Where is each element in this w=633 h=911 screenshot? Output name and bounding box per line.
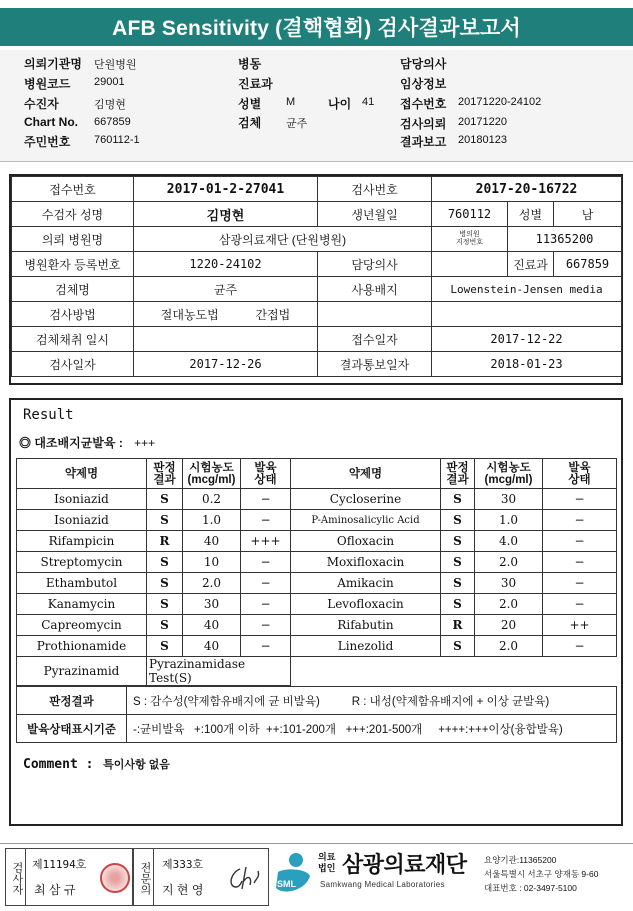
patient-info-table [11,176,622,377]
concentration: 2.0 [475,636,543,657]
institution-name: 단원병원 [94,59,137,71]
drug-name: Streptomycin [17,552,147,573]
concentration: 40 [183,636,241,657]
drug-name: Ofloxacin [291,531,441,552]
col-growth: 발육 상태 [241,459,291,489]
info-row [12,202,622,227]
org-logo-icon [272,850,312,900]
concentration: 1.0 [183,510,241,531]
concentration: 30 [475,489,543,510]
info-row [12,252,622,277]
id-label: 주민번호 [24,135,71,149]
info-label: 접수일자 [318,327,432,352]
info-row [12,302,622,327]
drug-table-body [17,489,617,657]
institution-name-label: 의뢰기관명 [24,57,82,71]
org-logo-text: SML [277,879,296,889]
pza-value: Pyrazinamidase Test(S) [147,657,291,686]
growth: − [543,531,617,552]
col-judgment: 판정 결과 [441,459,475,489]
info-value: 760112 [432,202,508,227]
info-value [432,252,508,277]
drug-header-row [17,459,617,489]
concentration: 40 [183,531,241,552]
info-label: 검사번호 [318,177,432,202]
drug-name: Linezolid [291,636,441,657]
judgment: S [441,552,475,573]
drug-name: Isoniazid [17,489,147,510]
report-title: AFB Sensitivity (결핵협회) 검사결과보고서 [0,8,633,46]
drug-name: Kanamycin [17,594,147,615]
growth: − [543,489,617,510]
sex-label: 성별 [238,97,262,111]
info-value: 2017-20-16722 [432,177,622,202]
info-value [134,302,318,327]
info-value: 2018-01-23 [432,352,622,377]
drug-name: Capreomycin [17,615,147,636]
concentration: 4.0 [475,531,543,552]
specialist-block [133,848,269,906]
org-name-en: Samkwang Medical Laboratories [320,880,445,889]
report-date: 20180123 [458,134,507,146]
drug-name: Prothionamide [17,636,147,657]
comment-label: Comment : [23,757,94,772]
judgment: S [441,489,475,510]
concentration: 1.0 [475,510,543,531]
info-label: 접수번호 [12,177,134,202]
age-value: 41 [362,96,375,108]
growth: − [241,510,291,531]
info-row [12,352,622,377]
info-value: 667859 [554,252,622,277]
drug-row [17,615,617,636]
report-header [0,50,633,162]
drug-name: Cycloserine [291,489,441,510]
growth: − [543,552,617,573]
judgment: S [147,573,183,594]
patient-name: 김명현 [94,99,126,111]
growth: − [241,594,291,615]
report-label: 결과보고 [400,135,447,149]
info-empty [432,302,622,327]
judgment: S [441,573,475,594]
concentration: 2.0 [183,573,241,594]
info-label: 담당의사 [318,252,432,277]
info-row [12,327,622,352]
info-row [12,277,622,302]
drug-name: Rifabutin [291,615,441,636]
pza-empty [291,657,617,686]
info-value: 2017-12-22 [432,327,622,352]
concentration: 30 [475,573,543,594]
patient-info-box [9,174,623,385]
growth: − [543,510,617,531]
info-label: 검사일자 [12,352,134,377]
info-value: 김명현 [134,202,318,227]
footer [0,843,633,911]
col-judgment: 판정 결과 [147,459,183,489]
info-value: Lowenstein-Jensen media [432,277,622,302]
info-label: 생년월일 [318,202,432,227]
info-label: 수검자 성명 [12,202,134,227]
legend-table [16,686,617,743]
judgment: S [441,594,475,615]
drug-name: Amikacin [291,573,441,594]
info-label: 병의원 지정번호 [432,227,508,252]
inspector-no: 제11194호 [32,858,87,871]
concentration: 40 [183,615,241,636]
judgment: S [441,531,475,552]
comment-text: 특이사항 없음 [103,759,170,771]
specialist-label: 전문의 [134,849,154,905]
judgment: S [147,489,183,510]
request-label: 검사의뢰 [400,117,447,131]
result-label: Result [23,407,74,423]
org-phone: 대표번호 : 02-3497-5100 [484,883,577,893]
info-value: 균주 [134,277,318,302]
ward-label: 병동 [238,57,262,71]
doctor-label: 담당의사 [400,57,447,71]
sex-value: M [286,96,296,108]
org-prefix: 의료 법인 [318,852,336,873]
info-label: 성별 [508,202,554,227]
institution-code-label: 병원코드 [24,77,71,91]
concentration: 2.0 [475,552,543,573]
drug-table [16,458,617,686]
info-label: 병원환자 등록번호 [12,252,134,277]
info-label: 사용배지 [318,277,432,302]
info-label: 검체명 [12,277,134,302]
growth: − [241,489,291,510]
org-code: 요양기관:11365200 [484,855,557,865]
drug-row [17,594,617,615]
info-value: 남 [554,202,622,227]
judgment: R [147,531,183,552]
growth: − [241,573,291,594]
concentration: 0.2 [183,489,241,510]
concentration: 20 [475,615,543,636]
concentration: 2.0 [475,594,543,615]
age-label: 나이 [328,97,352,111]
method-absolute: 절대농도법 [160,307,219,322]
legend-growth-label: 발육상태표시기준 [17,715,127,743]
clinical-label: 임상정보 [400,77,447,91]
info-label: 결과통보일자 [318,352,432,377]
control-growth [19,434,155,451]
control-growth-value: +++ [134,436,156,450]
col-drug: 약제명 [291,459,441,489]
growth: ++ [543,615,617,636]
drug-name: Isoniazid [17,510,147,531]
legend-growth-text: -:균비발육 +:100개 이하 ++:101-200개 +++:201-500개 ++++:+++이상(융합발육) [127,715,617,743]
info-value: 2017-12-26 [134,352,318,377]
patient-label: 수진자 [24,97,59,111]
drug-name: P-Aminosalicylic Acid [291,510,441,531]
judgment: S [147,615,183,636]
col-growth: 발육 상태 [543,459,617,489]
org-name: 삼광의료재단 [342,852,467,877]
judgment: R [441,615,475,636]
growth: − [543,636,617,657]
info-value [134,327,318,352]
drug-name: Levofloxacin [291,594,441,615]
drug-row [17,489,617,510]
drug-name: Ethambutol [17,573,147,594]
drug-row [17,573,617,594]
institution-code: 29001 [94,76,125,88]
drug-row [17,510,617,531]
result-box [9,398,623,826]
info-value: 1220-24102 [134,252,318,277]
info-row [12,177,622,202]
drug-name: Moxifloxacin [291,552,441,573]
request-date: 20171220 [458,116,507,128]
inspector-seal-icon [100,863,130,893]
drug-name: Rifampicin [17,531,147,552]
pza-row [17,657,617,686]
info-value: 삼광의료재단 (단원병원) [134,227,432,252]
drug-row [17,636,617,657]
chart-no: 667859 [94,116,131,128]
info-label: 의뢰 병원명 [12,227,134,252]
legend-row [17,687,617,715]
legend-judgment-text: S : 감수성(약제함유배지에 균 비발육) R : 내성(약제함유배지에 + 이상 균발육) [127,687,617,715]
growth: − [241,615,291,636]
info-row [12,227,622,252]
specimen-value: 균주 [286,118,308,130]
inspector-name: 최 삼 규 [34,883,76,897]
drug-row [17,531,617,552]
inspector-label: 검사자 [6,849,26,905]
info-label: 진료과 [508,252,554,277]
info-label: 검사방법 [12,302,134,327]
growth: − [241,636,291,657]
accession-no: 20171220-24102 [458,96,542,108]
drug-row [17,552,617,573]
comment [23,756,170,772]
col-concentration: 시험농도 (mcg/ml) [183,459,241,489]
concentration: 10 [183,552,241,573]
info-label: 검체채취 일시 [12,327,134,352]
judgment: S [441,510,475,531]
info-value: 2017-01-2-27041 [134,177,318,202]
legend-row [17,715,617,743]
id-no: 760112-1 [94,134,140,146]
judgment: S [441,636,475,657]
legend-judgment-label: 판정결과 [17,687,127,715]
control-growth-label: ◎ 대조배지균발육 : [19,436,123,450]
concentration: 30 [183,594,241,615]
specialist-name: 지 현 영 [162,883,204,897]
pza-name: Pyrazinamid [17,657,147,686]
accession-label: 접수번호 [400,97,447,111]
col-concentration: 시험농도 (mcg/ml) [475,459,543,489]
judgment: S [147,636,183,657]
growth: +++ [241,531,291,552]
specimen-label: 검체 [238,116,262,130]
judgment: S [147,552,183,573]
growth: − [241,552,291,573]
info-value: 11365200 [508,227,622,252]
inspector-block [5,848,133,906]
specialist-no: 제333호 [162,858,204,871]
growth: − [543,573,617,594]
col-drug: 약제명 [17,459,147,489]
growth: − [543,594,617,615]
dept-label: 진료과 [238,77,273,91]
judgment: S [147,594,183,615]
method-indirect: 간접법 [255,307,291,322]
chart-label: Chart No. [24,115,78,129]
info-empty [318,302,432,327]
judgment: S [147,510,183,531]
org-address: 서울특별시 서초구 양재동 9-60 [484,869,599,879]
signature-icon [226,863,262,893]
